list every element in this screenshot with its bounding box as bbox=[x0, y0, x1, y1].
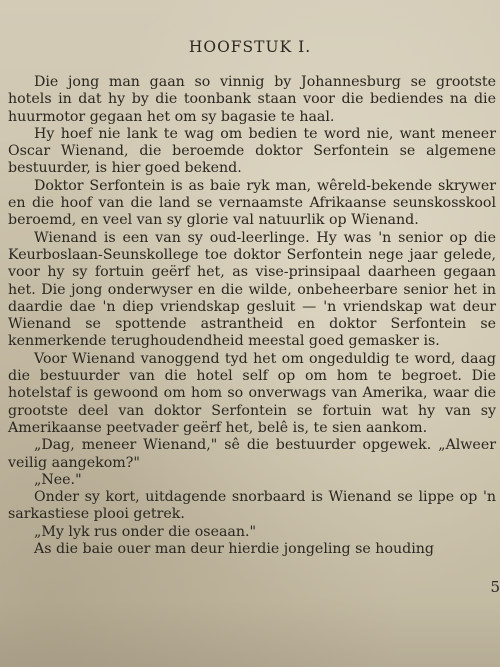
paragraph: „My lyk rus onder die oseaan." bbox=[34, 523, 257, 540]
paragraph: Die jong man gaan so vinnig by Johannesburg se grootste hotels in dat hy by die toonbank staan voor die bediendes na die huurmotor gegaan het om sy bagasie te haal. bbox=[8, 74, 496, 125]
body-text bbox=[8, 74, 496, 558]
chapter-title: HOOFSTUK I. bbox=[188, 38, 312, 56]
paragraph: As die baie ouer man deur hierdie jongeling se houding bbox=[34, 541, 434, 558]
page-shadow bbox=[0, 600, 500, 667]
paragraph: „Dag, meneer Wienand," sê die bestuurder opgewek. „Alweer veilig aangekom?" bbox=[8, 437, 496, 471]
paragraph: Onder sy kort, uitdagende snorbaard is Wienand se lippe op 'n sarkastiese plooi getrek. bbox=[8, 489, 496, 523]
paragraph: Wienand is een van sy oud-leerlinge. Hy was 'n senior op die Keurboslaan-Seunskollege toe doktor Serfontein nege jaar gelede, voor hy sy fortuin geërf het, as vise-prinsipaal daarheen gegaan het. Die jong onderwyser en die wilde, onbeheerbare senior het in daardie dae 'n diep vriendskap gesluit — 'n vriendskap wat deur Wienand se spottende astrantheid en doktor Serfontein se kenmerkende terughoudendheid meestal goed gemasker is. bbox=[8, 229, 496, 350]
paragraph: „Nee." bbox=[34, 471, 82, 488]
paragraph: Voor Wienand vanoggend tyd het om ongeduldig te word, daag die bestuurder van die hotel self op om hom te begroet. Die hotelstaf is gewoond om hom so onverwags van Amerika, waar die grootste deel van doktor Serfontein se fortuin wat hy van sy Amerikaanse peetvader geërf het, belê is, te sien aankom. bbox=[8, 350, 496, 436]
paragraph: Doktor Serfontein is as baie ryk man, wêreld-bekende skrywer en die hoof van die land se vernaamste Afrikaanse seunskosskool beroemd, en veel van sy glorie val natuurlik op Wienand. bbox=[8, 177, 496, 229]
page-number: 5 bbox=[490, 578, 500, 596]
paragraph: Hy hoef nie lank te wag om bedien te word nie, want meneer Oscar Wienand, die beroemde doktor Serfontein se algemene bestuurder, is hier goed bekend. bbox=[8, 125, 496, 177]
